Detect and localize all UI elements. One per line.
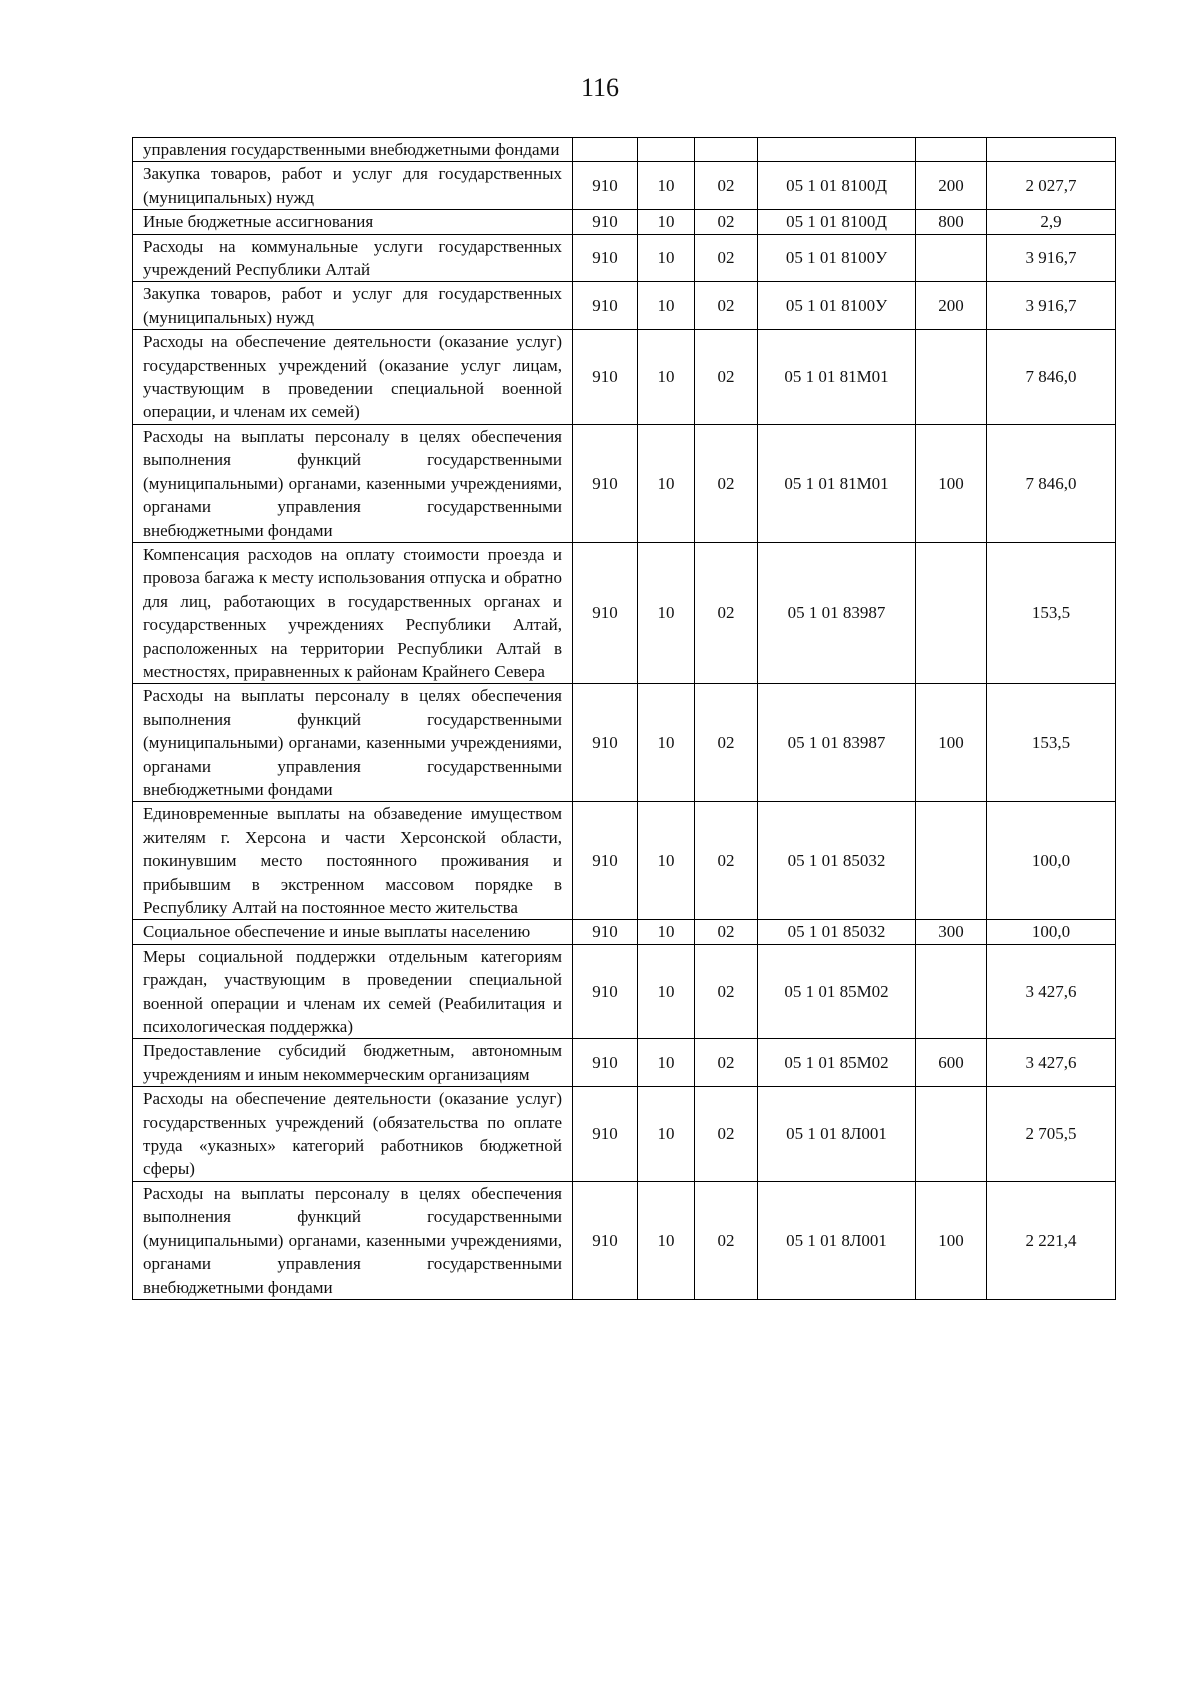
section-code: 10: [638, 330, 695, 425]
section-code: 10: [638, 1087, 695, 1182]
amount-value: [987, 138, 1116, 162]
subsection-code: 02: [695, 802, 758, 920]
ministry-code: 910: [573, 162, 638, 210]
amount-value: 2 705,5: [987, 1087, 1116, 1182]
ministry-code: 910: [573, 920, 638, 944]
section-code: 10: [638, 424, 695, 542]
amount-value: 100,0: [987, 802, 1116, 920]
section-code: [638, 138, 695, 162]
amount-value: 2 221,4: [987, 1181, 1116, 1299]
expense-type-code: [916, 944, 987, 1039]
row-description: Расходы на выплаты персоналу в целях обеспечения выполнения функций государственными (муниципальными) органами, казенными учреждениями, органами управления государственными внебюджетными фондами: [133, 424, 573, 542]
target-article-code: 05 1 01 83987: [758, 684, 916, 802]
subsection-code: 02: [695, 542, 758, 683]
ministry-code: 910: [573, 542, 638, 683]
subsection-code: 02: [695, 1039, 758, 1087]
row-description: Расходы на выплаты персоналу в целях обеспечения выполнения функций государственными (муниципальными) органами, казенными учреждениями, органами управления государственными внебюджетными фондами: [133, 684, 573, 802]
page-number: 116: [580, 73, 620, 102]
table-row: [133, 1181, 1116, 1299]
expense-type-code: [916, 234, 987, 282]
subsection-code: [695, 138, 758, 162]
target-article-code: 05 1 01 85М02: [758, 944, 916, 1039]
target-article-code: 05 1 01 8Л001: [758, 1181, 916, 1299]
row-description: Меры социальной поддержки отдельным категориям граждан, участвующим в проведении специальной военной операции и членам их семей (Реабилитация и психологическая поддержка): [133, 944, 573, 1039]
row-description: Компенсация расходов на оплату стоимости проезда и провоза багажа к месту использования отпуска и обратно для лиц, работающих в государственных органах и государственных учреждениях Республики Алтай, расположенных на территории Республики Алтай в местностях, приравненных к районам Крайнего Севера: [133, 542, 573, 683]
section-code: 10: [638, 542, 695, 683]
ministry-code: 910: [573, 1181, 638, 1299]
amount-value: 3 427,6: [987, 1039, 1116, 1087]
table-row: [133, 1039, 1116, 1087]
row-description: Закупка товаров, работ и услуг для государственных (муниципальных) нужд: [133, 282, 573, 330]
subsection-code: 02: [695, 210, 758, 234]
target-article-code: 05 1 01 8100У: [758, 282, 916, 330]
row-description: Иные бюджетные ассигнования: [133, 210, 573, 234]
amount-value: 3 916,7: [987, 234, 1116, 282]
target-article-code: 05 1 01 81М01: [758, 330, 916, 425]
ministry-code: 910: [573, 330, 638, 425]
section-code: 10: [638, 162, 695, 210]
subsection-code: 02: [695, 1181, 758, 1299]
subsection-code: 02: [695, 282, 758, 330]
expense-type-code: 300: [916, 920, 987, 944]
expense-type-code: 100: [916, 684, 987, 802]
table-row: [133, 920, 1116, 944]
table-row: [133, 282, 1116, 330]
amount-value: 7 846,0: [987, 330, 1116, 425]
expense-type-code: [916, 542, 987, 683]
target-article-code: 05 1 01 85М02: [758, 1039, 916, 1087]
table-row: [133, 162, 1116, 210]
subsection-code: 02: [695, 330, 758, 425]
target-article-code: 05 1 01 85032: [758, 802, 916, 920]
row-description: Социальное обеспечение и иные выплаты населению: [133, 920, 573, 944]
amount-value: 100,0: [987, 920, 1116, 944]
ministry-code: [573, 138, 638, 162]
section-code: 10: [638, 210, 695, 234]
subsection-code: 02: [695, 234, 758, 282]
expense-type-code: 200: [916, 282, 987, 330]
section-code: 10: [638, 944, 695, 1039]
expense-type-code: 100: [916, 424, 987, 542]
row-description: Предоставление субсидий бюджетным, автономным учреждениям и иным некоммерческим организациям: [133, 1039, 573, 1087]
expense-type-code: [916, 138, 987, 162]
budget-table: [132, 137, 1116, 1300]
table-row: [133, 234, 1116, 282]
expense-type-code: 100: [916, 1181, 987, 1299]
section-code: 10: [638, 282, 695, 330]
subsection-code: 02: [695, 920, 758, 944]
target-article-code: 05 1 01 8100Д: [758, 162, 916, 210]
amount-value: 2 027,7: [987, 162, 1116, 210]
amount-value: 153,5: [987, 684, 1116, 802]
amount-value: 2,9: [987, 210, 1116, 234]
ministry-code: 910: [573, 944, 638, 1039]
expense-type-code: [916, 1087, 987, 1182]
target-article-code: 05 1 01 8100У: [758, 234, 916, 282]
target-article-code: 05 1 01 8Л001: [758, 1087, 916, 1182]
table-row: [133, 1087, 1116, 1182]
subsection-code: 02: [695, 1087, 758, 1182]
budget-table-body: [133, 138, 1116, 1300]
row-description: Закупка товаров, работ и услуг для государственных (муниципальных) нужд: [133, 162, 573, 210]
table-row: [133, 944, 1116, 1039]
table-row: [133, 424, 1116, 542]
subsection-code: 02: [695, 162, 758, 210]
amount-value: 153,5: [987, 542, 1116, 683]
amount-value: 3 916,7: [987, 282, 1116, 330]
section-code: 10: [638, 684, 695, 802]
section-code: 10: [638, 920, 695, 944]
target-article-code: 05 1 01 83987: [758, 542, 916, 683]
expense-type-code: 600: [916, 1039, 987, 1087]
expense-type-code: 800: [916, 210, 987, 234]
subsection-code: 02: [695, 424, 758, 542]
table-row: [133, 210, 1116, 234]
table-row: [133, 138, 1116, 162]
target-article-code: 05 1 01 81М01: [758, 424, 916, 542]
section-code: 10: [638, 234, 695, 282]
ministry-code: 910: [573, 684, 638, 802]
expense-type-code: [916, 330, 987, 425]
table-row: [133, 330, 1116, 425]
row-description: Расходы на коммунальные услуги государственных учреждений Республики Алтай: [133, 234, 573, 282]
row-description: Единовременные выплаты на обзаведение имуществом жителям г. Херсона и части Херсонской области, покинувшим место постоянного проживания и прибывшим в экстренном массовом порядке в Республику Алтай на постоянное место жительства: [133, 802, 573, 920]
ministry-code: 910: [573, 424, 638, 542]
amount-value: 7 846,0: [987, 424, 1116, 542]
ministry-code: 910: [573, 234, 638, 282]
expense-type-code: 200: [916, 162, 987, 210]
table-row: [133, 684, 1116, 802]
ministry-code: 910: [573, 802, 638, 920]
section-code: 10: [638, 1039, 695, 1087]
expense-type-code: [916, 802, 987, 920]
ministry-code: 910: [573, 1039, 638, 1087]
section-code: 10: [638, 1181, 695, 1299]
target-article-code: 05 1 01 85032: [758, 920, 916, 944]
target-article-code: [758, 138, 916, 162]
amount-value: 3 427,6: [987, 944, 1116, 1039]
section-code: 10: [638, 802, 695, 920]
subsection-code: 02: [695, 684, 758, 802]
target-article-code: 05 1 01 8100Д: [758, 210, 916, 234]
row-description: Расходы на обеспечение деятельности (оказание услуг) государственных учреждений (обязательства по оплате труда «указных» категорий работников бюджетной сферы): [133, 1087, 573, 1182]
table-row: [133, 802, 1116, 920]
row-description: Расходы на выплаты персоналу в целях обеспечения выполнения функций государственными (муниципальными) органами, казенными учреждениями, органами управления государственными внебюджетными фондами: [133, 1181, 573, 1299]
ministry-code: 910: [573, 1087, 638, 1182]
table-row: [133, 542, 1116, 683]
row-description: Расходы на обеспечение деятельности (оказание услуг) государственных учреждений (оказание услуг лицам, участвующим в проведении специальной военной операции, и членам их семей): [133, 330, 573, 425]
ministry-code: 910: [573, 210, 638, 234]
subsection-code: 02: [695, 944, 758, 1039]
row-description: управления государственными внебюджетными фондами: [133, 138, 573, 162]
ministry-code: 910: [573, 282, 638, 330]
